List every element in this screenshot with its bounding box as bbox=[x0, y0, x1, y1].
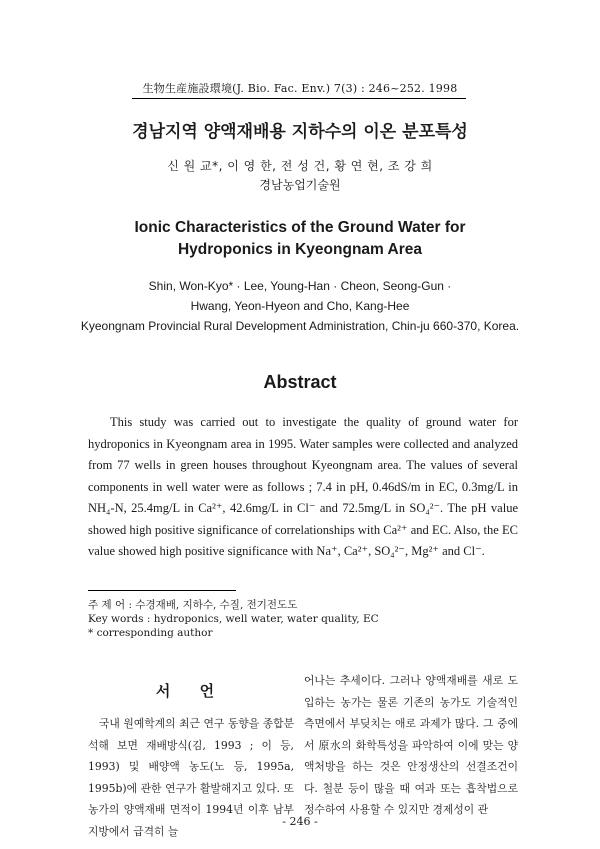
keywords-english: Key words : hydroponics, well water, water quality, EC bbox=[88, 613, 379, 625]
authors-english bbox=[0, 276, 600, 336]
right-column bbox=[304, 670, 518, 821]
affiliation-korean: 경남농업기술원 bbox=[259, 178, 341, 192]
title-korean: 경남지역 양액재배용 지하수의 이온 분포특성 bbox=[132, 122, 468, 142]
abstract-heading: Abstract bbox=[263, 372, 337, 392]
authors-korean: 신 원 교*, 이 영 한, 전 성 건, 황 연 현, 조 강 희 bbox=[167, 159, 433, 173]
page-number: - 246 - bbox=[282, 815, 318, 828]
header-rule bbox=[132, 98, 466, 99]
footnotes bbox=[88, 598, 518, 640]
intro-paragraph-left: 국내 원예학계의 최근 연구 동향을 종합분석해 보면 재배방식(김, 1993 ; 이 등, 1993) 및 배양액 농도(노 등, 1995a, 1995b)에 관한 연구가 활발해지고 있다. 또 농가의 양액재배 면적이 1994년 이후 남부지방에서 급격히 늘 bbox=[88, 717, 294, 838]
section-heading: 서 언 bbox=[155, 682, 227, 700]
keywords-korean: 주 제 어 : 수경재배, 지하수, 수질, 전기전도도 bbox=[88, 599, 298, 611]
authors-english-line2: Hwang, Yeon-Hyeon and Cho, Kang-Hee bbox=[190, 299, 410, 313]
authors-english-line1: Shin, Won-Kyo* · Lee, Young-Han · Cheon, Seong-Gun · bbox=[148, 279, 452, 293]
journal-header: 生物生産施設環境(J. Bio. Fac. Env.) 7(3) : 246~252. 1998 bbox=[142, 82, 458, 95]
intro-paragraph-right: 어나는 추세이다. 그러나 양액재배를 새로 도입하는 농가는 물론 기존의 농가도 기술적인 측면에서 부딪치는 애로 과제가 많다. 그 중에서 原水의 화학특성을 파악하여 이에 맞는 양액처방을 하는 것은 안정생산의 선결조건이다. 철분 등이 많을 때 여과 또는 흡착법으로 정수하여 사용할 수 있지만 경제성이 관 bbox=[304, 674, 518, 816]
abstract-body: This study was carried out to investigate the quality of ground water for hydroponics in Kyeongnam area in 1995. Water samples were collected and analyzed from 77 wells in green houses throughout Kyeongnam area. The values of several components in well water were as follows ; 7.4 in pH, 0.46dS/m in EC, 0.3mg/L in NH₄-N, 25.4mg/L in Ca²⁺, 42.6mg/L in Cl⁻ and 72.5mg/L in SO₄²⁻. The pH value showed high positive significance of correlationships with Ca²⁺ and EC. Also, the EC value showed high positive significance with Na⁺, Ca²⁺, SO₄²⁻, Mg²⁺ and Cl⁻. bbox=[88, 415, 518, 558]
title-english: Ionic Characteristics of the Ground Water for Hydroponics in Kyeongnam Area bbox=[134, 219, 466, 258]
affiliation-english: Kyeongnam Provincial Rural Development Administration, Chin-ju 660-370, Korea. bbox=[80, 319, 520, 333]
footnote-rule bbox=[88, 590, 236, 591]
corresponding-author-note: * corresponding author bbox=[88, 627, 213, 639]
